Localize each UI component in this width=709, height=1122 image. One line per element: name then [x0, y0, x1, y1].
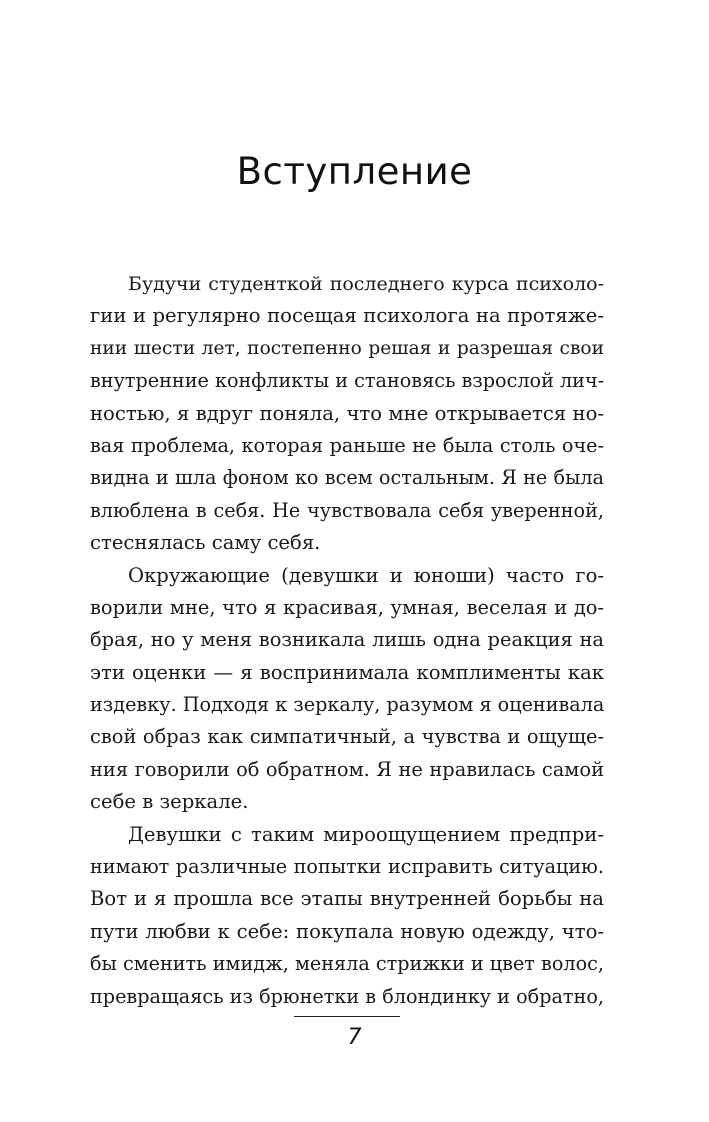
- text-line: Будучи студенткой последнего курса психоло-: [128, 273, 604, 295]
- text-line: Вот и я прошла все этапы внутренней борьбы на: [90, 887, 604, 911]
- page-number: 7: [347, 1025, 362, 1050]
- text-line: видна и шла фоном ко всем остальным. Я не была: [90, 466, 604, 490]
- text-line: вая проблема, которая раньше не была столь оче-: [90, 433, 604, 457]
- text-line: издевку. Подходя к зеркалу, разумом я оценивала: [90, 693, 604, 717]
- text-line: влюблена в себя. Не чувствовала себя уверенной,: [90, 498, 604, 522]
- text-line: Окружающие (девушки и юноши) часто го-: [128, 563, 604, 587]
- paragraph-3: [90, 819, 604, 1013]
- text-line: ностью, я вдруг поняла, что мне открывается но-: [90, 401, 604, 425]
- paragraph-2: [90, 560, 604, 819]
- text-line: бы сменить имидж, меняла стрижки и цвет волос,: [90, 952, 604, 976]
- text-line: себе в зеркале.: [90, 790, 249, 814]
- text-line: гии и регулярно посещая психолога на протяже-: [90, 304, 604, 328]
- paragraph-1: [90, 268, 604, 560]
- text-line: ворили мне, что я красивая, умная, веселая и до-: [90, 595, 604, 619]
- body-text: [90, 268, 604, 1013]
- text-line: эти оценки — я воспринимала комплименты как: [90, 660, 604, 684]
- text-line: Девушки с таким мироощущением предпри-: [128, 822, 604, 846]
- text-line: превращаясь из брюнетки в блондинку и обратно,: [90, 984, 604, 1008]
- text-line: свой образ как симпатичный, а чувства и ощуще-: [90, 725, 604, 749]
- text-line: пути любви к себе: покупала новую одежду, что-: [90, 919, 604, 943]
- text-line: нимают различные попытки исправить ситуацию.: [90, 855, 604, 879]
- text-line: внутренние конфликты и становясь взрослой лич-: [90, 369, 604, 393]
- text-line: брая, но у меня возникала лишь одна реакция на: [90, 628, 604, 652]
- text-line: ния говорили об обратном. Я не нравилась самой: [90, 757, 604, 781]
- footer-divider: [294, 1016, 400, 1017]
- chapter-title: Вступление: [236, 150, 473, 193]
- text-line: стеснялась саму себя.: [90, 531, 321, 555]
- text-line: нии шести лет, постепенно решая и разрешая свои: [90, 337, 604, 359]
